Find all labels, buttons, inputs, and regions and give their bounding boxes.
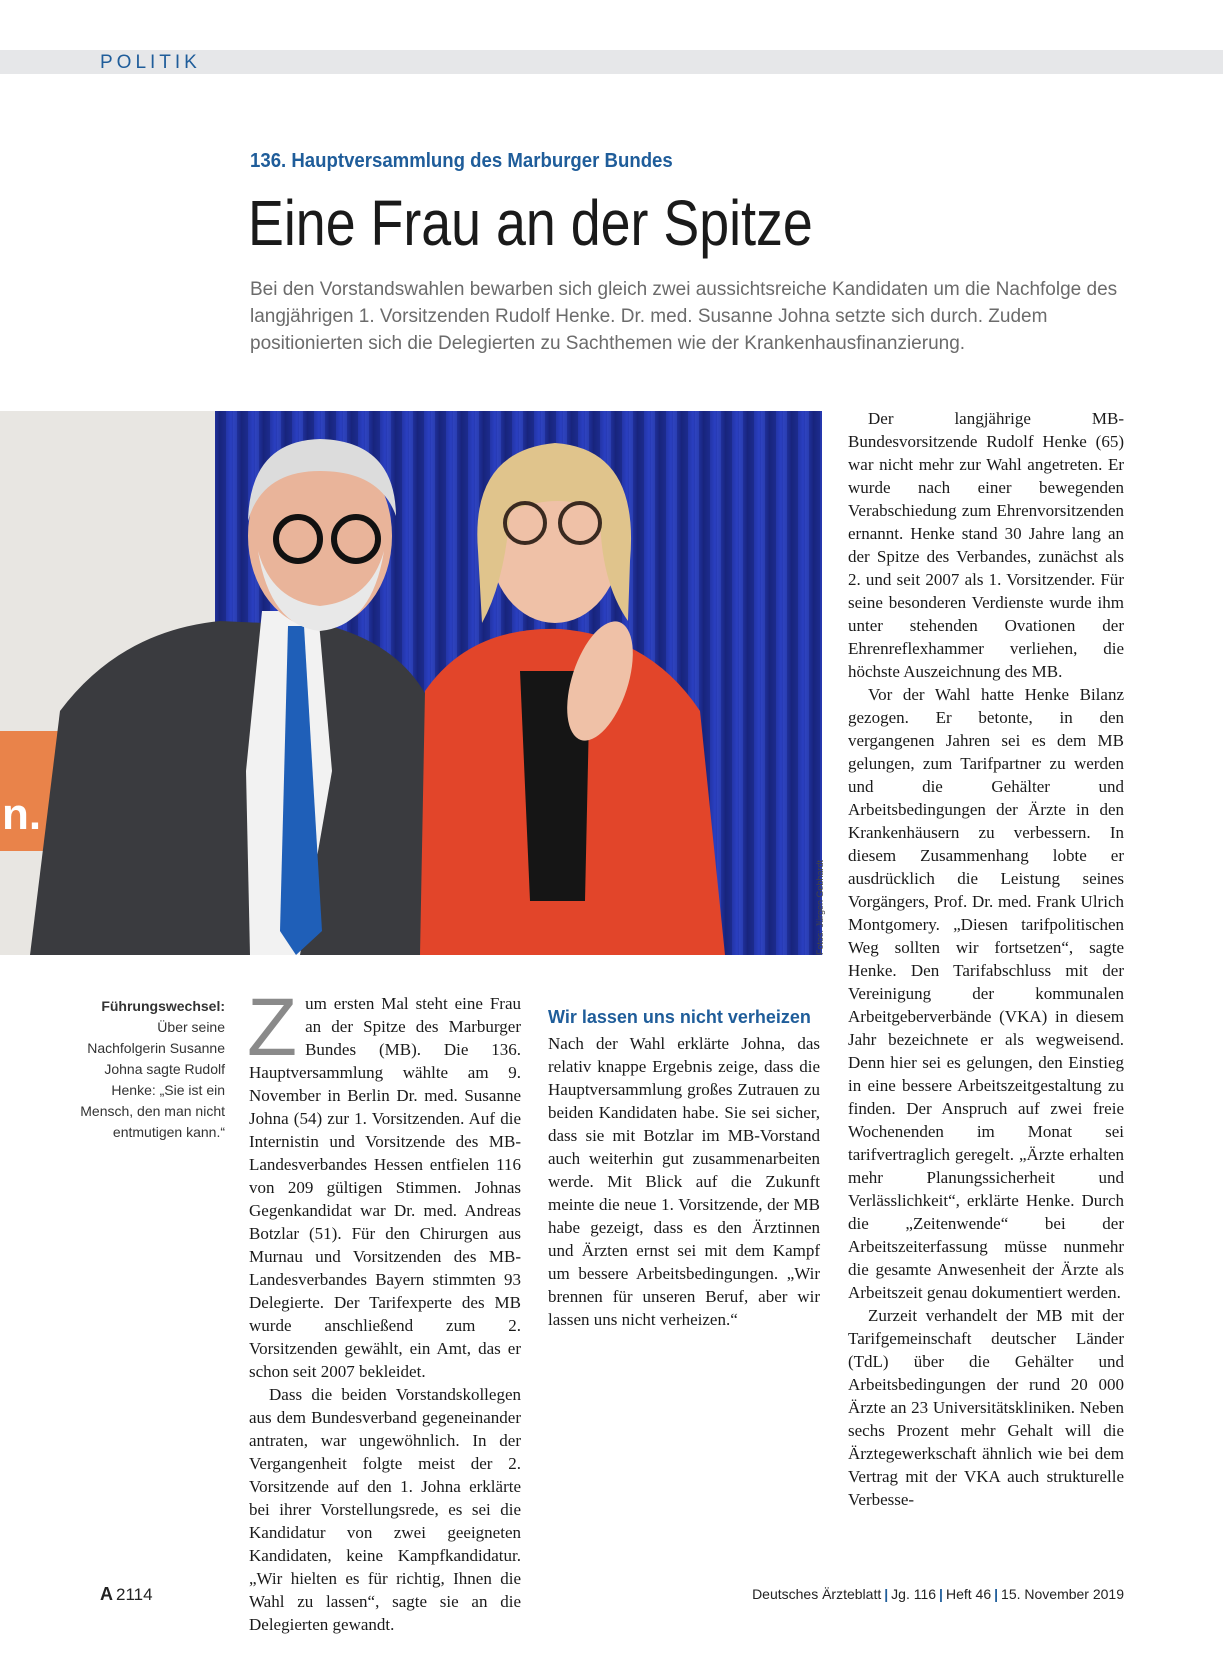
article-subhead: Wir lassen uns nicht verheizen	[548, 1007, 811, 1027]
separator: |	[884, 1586, 889, 1602]
separator: |	[939, 1586, 943, 1602]
article-kicker: 136. Hauptversammlung des Marburger Bundes	[250, 150, 673, 172]
svg-text:n.: n.	[2, 790, 42, 839]
body-paragraph-4: Der langjährige MB-Bundesvorsitzende Rudolf Henke (65) war nicht mehr zur Wahl angetreten. Er wurde nach einer bewegenden Verabschiedung zum Ehrenvorsitzenden ernannt. Henke stand 30 Jahre lang an der Spitze des Verbandes, zunächst als 2. und seit 2007 als 1. Vorsitzender. Für seine besonderen Verdienste wurde ihm unter stehenden Ovationen der Ehrenreflexhammer verliehen, die höchste Auszeichnung des MB.	[848, 409, 1124, 681]
photo-credit: Fotos: Jürgen Gebhardt	[815, 859, 825, 955]
photo-caption	[80, 996, 225, 1143]
publication-issue: Heft 46	[945, 1586, 992, 1602]
body-paragraph-5: Vor der Wahl hatte Henke Bilanz gezogen. Er betonte, in den vergangenen Jahren sei es dem MB gelungen, zum Tarifpartner zu werden und die Gehälter und Arbeitsbedingungen der Ärzte in den Krankenhäusern zu verbessern. In diesem Zusammenhang lobte er ausdrücklich die Leistung seines Vorgängers, Prof. Dr. med. Frank Ulrich Montgomery. „Diesen tarifpolitischen Weg sollten wir fortsetzen“, sagte Henke. Den Tarifabschluss mit der Vereinigung der kommunalen Arbeitgeberverbände (VKA) in diesem Jahr bezeichnete er als wegweisend. Denn hier sei es gelungen, den Einstieg in eine bessere Arbeitszeitgestaltung zu finden. Der Anspruch auf zwei freie Wochenenden im Monat sei tarifvertraglich geregelt. „Ärzte erhalten mehr Planungssicherheit und Verlässlichkeit“, erklärte Henke. Durch die „Zeitenwende“ bei der Arbeitszeiterfassung müsse nunmehr die gesamte Anwesenheit der Ärzte als Arbeitszeit genau dokumentiert werden.	[848, 685, 1124, 1302]
publication-volume: Jg. 116	[891, 1586, 937, 1602]
publication-date: 15. November 2019	[1001, 1586, 1124, 1602]
photo-illustration	[0, 411, 822, 955]
section-label: POLITIK	[100, 52, 201, 73]
body-paragraph-2: Dass die beiden Vorstandskollegen aus dem Bundesverband gegeneinander antraten, war ungewöhnlich. In der Vergangenheit folgte meist der 2. Vorsitzende auf den 1. Johna erklärte bei ihrer Vorstellungsrede, es sei die Kandidatur von zwei geeigneten Kandidaten, keine Kampfkandidatur. „Wir hielten es für richtig, Ihnen die Wahl zu lassen“, sagte sie an die Delegierten gewandt.	[249, 1385, 521, 1634]
caption-text: Über seine Nachfolgerin Susanne Johna sagte Rudolf Henke: „Sie ist ein Mensch, den man nicht entmutigen kann.“	[80, 1019, 225, 1140]
publication-info	[752, 1582, 1124, 1606]
article-lead: Bei den Vorstandswahlen bewarben sich gleich zwei aussichtsreiche Kandidaten um die Nachfolge des langjährigen 1. Vorsitzenden Rudolf Henke. Dr. med. Susanne Johna setzte sich durch. Zudem positionierten sich die Delegierten zu Sachthemen wie der Krankenhausfinanzierung.	[250, 279, 1118, 354]
dropcap: Z	[247, 982, 298, 1073]
page-number-value: 2114	[116, 1585, 153, 1604]
page-number	[100, 1582, 153, 1606]
caption-title: Führungswechsel:	[101, 998, 225, 1014]
body-paragraph-3: Nach der Wahl erklärte Johna, das relativ knappe Ergebnis zeige, dass die Hauptversammlung großes Zutrauen zu beiden Kandidaten habe. Sie sei sicher, dass sie mit Botzlar im MB-Vorstand auch weiterhin gut zusammenarbeiten werde. Mit Blick auf die Zukunft meinte die neue 1. Vorsitzende, der MB habe gezeigt, dass es den Ärztinnen und Ärzten ernst sei mit dem Kampf um bessere Arbeitsbedingungen. „Wir brennen für unseren Beruf, aber wir lassen uns nicht verheizen.“	[548, 1034, 820, 1329]
page-prefix: A	[100, 1584, 113, 1604]
article-column-2	[548, 992, 820, 1557]
article-column-1	[247, 982, 521, 1634]
body-paragraph-1: um ersten Mal steht eine Frau an der Spitze des Marburger Bundes (MB). Die 136. Hauptversammlung wählte am 9. November in Berlin Dr. med. Susanne Johna (54) zur 1. Vorsitzenden. Auf die Internistin und Vorsitzende des MB-Landesverbandes Hessen entfielen 116 von 209 gültigen Stimmen. Johnas Gegenkandidat war Dr. med. Andreas Botzlar (51). Für den Chirurgen aus Murnau und Vorsitzenden des MB-Landesverbandes Bayern stimmten 93 Delegierte. Der Tarifexperte des MB wurde anschließend zum 2. Vorsitzenden gewählt, ein Amt, das er schon seit 2007 bekleidet.	[249, 994, 521, 1381]
separator: |	[994, 1586, 999, 1602]
article-headline: Eine Frau an der Spitze	[248, 187, 813, 259]
article-column-3	[848, 407, 1124, 1557]
publication-name: Deutsches Ärzteblatt	[752, 1586, 882, 1602]
article-photo	[0, 411, 822, 955]
body-paragraph-6: Zurzeit verhandelt der MB mit der Tarifgemeinschaft deutscher Länder (TdL) über die Gehälter und Arbeitsbedingungen der rund 20 000 Ärzte an 23 Universitätskliniken. Neben sechs Prozent mehr Gehalt will die Ärztegewerkschaft ähnlich wie bei dem Vertrag mit der VKA auch strukturelle Verbesse-	[848, 1306, 1124, 1509]
